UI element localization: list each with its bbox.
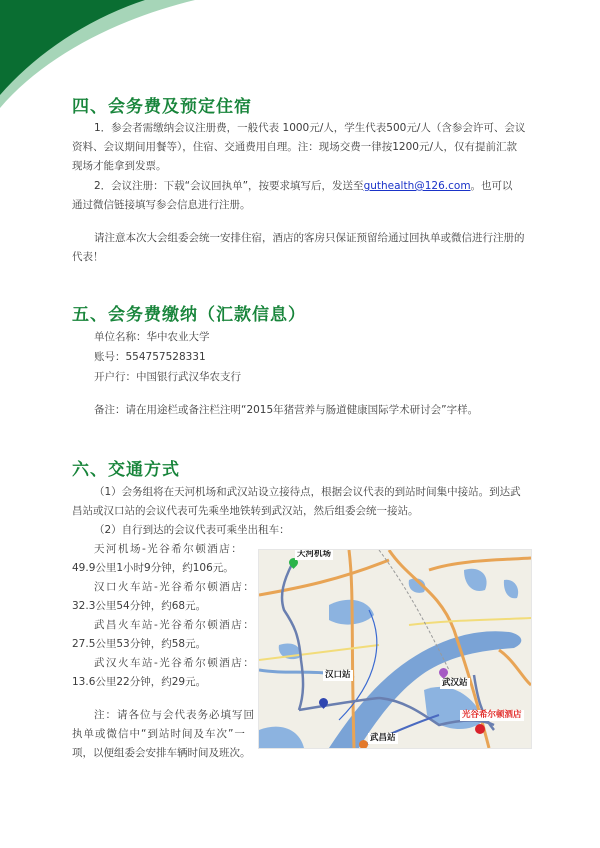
map-label-hotel: 光谷希尔顿酒店 xyxy=(462,710,522,720)
map-road xyxy=(259,645,379,660)
section4-p1-line1: 1．参会者需缴纳会议注册费，一般代表 1000元/人，学生代表500元/人（含参会许可、会议 xyxy=(94,122,526,134)
section4-p1-line3: 现场才能拿到发票。 xyxy=(72,160,167,172)
section4-heading: 四、会务费及预定住宿 xyxy=(72,97,252,117)
section4-p2-line1 xyxy=(94,177,513,196)
section5-heading: 五、会务费缴纳（汇款信息） xyxy=(72,305,306,325)
route-1-detail: 49.9公里1小时9分钟，约106元。 xyxy=(72,562,234,574)
map-label-wuhan: 武汉站 xyxy=(442,678,468,688)
bank-name: 开户行：中国银行武汉华农支行 xyxy=(94,371,241,383)
section4-p1-line2: 资料、会议期间用餐等），住宿、交通费用自理。注：现场交费一律按1200元/人，仅有提前汇款 xyxy=(72,141,518,153)
map-road xyxy=(409,618,531,625)
section4-p2-tail: 。也可以 xyxy=(470,180,513,192)
map-label-airport: 天河机场 xyxy=(297,549,332,559)
section6-p1-line2: 昌站或汉口站的会议代表可先乘坐地铁转到武汉站，然后组委会统一接站。 xyxy=(72,505,419,517)
section4-p2-text: 2．会议注册：下载“会议回执单”，按要求填写后，发送至 xyxy=(94,180,364,192)
email-link[interactable]: guthealth@126.com xyxy=(363,180,471,192)
section4-note-line2: 代表！ xyxy=(72,251,104,263)
section6-note-line3: 项，以便组委会安排车辆时间及班次。 xyxy=(72,747,251,759)
section6-note-line1: 注：请各位与会代表务必填写回 xyxy=(94,709,255,721)
route-2-detail: 32.3公里54分钟，约68元。 xyxy=(72,600,207,612)
payee-name: 单位名称：华中农业大学 xyxy=(94,331,210,343)
section6-p1-line1: （1）会务组将在天河机场和武汉站设立接待点，根据会议代表的到站时间集中接站。到达武 xyxy=(94,486,521,498)
section6-heading: 六、交通方式 xyxy=(72,460,180,480)
route-3-detail: 27.5公里53分钟，约58元。 xyxy=(72,638,207,650)
section6-p2: （2）自行到达的会议代表可乘坐出租车： xyxy=(94,524,290,536)
account-number: 账号：554757528331 xyxy=(94,351,206,363)
route-map xyxy=(258,549,532,749)
map-lake xyxy=(504,580,518,599)
hotel-marker-icon xyxy=(475,724,485,734)
section4-note-line1: 请注意本次大会组委会统一安排住宿，酒店的客房只保证预留给通过回执单或微信进行注册的 xyxy=(94,232,525,244)
map-road xyxy=(499,650,531,685)
route-4-name: 武汉火车站-光谷希尔顿酒店： xyxy=(94,657,256,669)
route-2-name: 汉口火车站-光谷希尔顿酒店： xyxy=(94,581,256,593)
payment-remark: 备注：请在用途栏或备注栏注明“2015年猪营养与肠道健康国际学术研讨会”字样。 xyxy=(94,404,479,416)
map-lake xyxy=(464,569,487,591)
map-lake xyxy=(259,727,304,748)
route-4-detail: 13.6公里22分钟，约29元。 xyxy=(72,676,207,688)
map-road xyxy=(429,558,531,570)
map-label-hankou: 汉口站 xyxy=(325,670,351,680)
map-label-wuchang: 武昌站 xyxy=(370,733,396,743)
section4-p2-line2: 通过微信链接填写参会信息进行注册。 xyxy=(72,199,251,211)
section6-note-line2: 执单或微信中“到站时间及车次”一 xyxy=(72,728,246,740)
route-3-name: 武昌火车站-光谷希尔顿酒店： xyxy=(94,619,256,631)
map-road xyxy=(259,560,389,595)
route-1-name: 天河机场-光谷希尔顿酒店： xyxy=(94,543,244,555)
